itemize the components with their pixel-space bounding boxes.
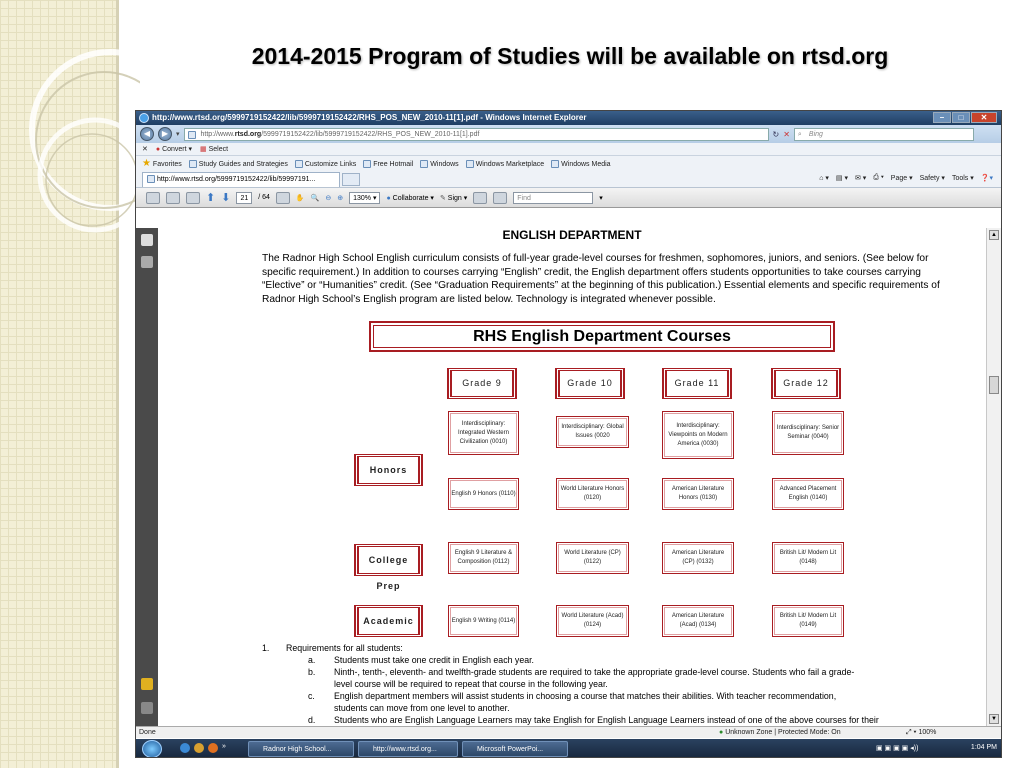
pdf-sidebar xyxy=(136,228,158,726)
grade-12-header: Grade 12 xyxy=(771,368,841,399)
help-icon[interactable]: ❓▾ xyxy=(980,175,993,182)
req-line: Students who are English Language Learners may take English for English Language Learners instead of one of the above courses for their xyxy=(334,715,879,725)
search-placeholder: Bing xyxy=(808,130,823,138)
scroll-thumb[interactable] xyxy=(989,376,999,394)
sign-button[interactable]: ✎ Sign ▾ xyxy=(439,194,468,202)
command-bar xyxy=(136,143,1001,156)
grade-9-header: Grade 9 xyxy=(447,368,517,399)
course-college-prep: English 9 Literature & Composition (0112) xyxy=(448,542,519,574)
level-college-prep: College Prep xyxy=(354,544,423,576)
taskbar-item[interactable]: Microsoft PowerPoi... xyxy=(462,741,568,757)
minimize-button[interactable]: – xyxy=(933,112,951,123)
address-path: /5999719152422/lib/5999719152422/RHS_POS_NEW_2010-11[1].pdf xyxy=(261,130,480,138)
select-tool-icon[interactable] xyxy=(276,192,290,204)
pages-icon[interactable] xyxy=(141,234,153,246)
status-zoom-level: 100% xyxy=(918,729,937,736)
level-honors: Honors xyxy=(354,454,423,486)
req-line: English department members will assist students in choosing a course that matches their abilities. With teacher recommendation, xyxy=(334,691,837,701)
course-honors: American Literature Honors (0130) xyxy=(662,478,734,510)
fav-link-1[interactable]: Customize Links xyxy=(295,160,356,168)
safety-menu[interactable]: Safety ▾ xyxy=(919,175,945,182)
refresh-icon[interactable]: ↻ xyxy=(772,129,780,139)
find-dropdown-icon[interactable]: ▾ xyxy=(599,194,603,202)
search-icon: ⌕ xyxy=(797,130,802,138)
scroll-up-button[interactable]: ▲ xyxy=(989,230,999,240)
favorites-bar xyxy=(136,156,1001,171)
email-icon[interactable] xyxy=(186,192,200,204)
quicklaunch-more-icon[interactable]: » xyxy=(222,743,226,750)
course-honors: World Literature Honors (0120) xyxy=(556,478,629,510)
fav-link-0[interactable]: Study Guides and Strategies xyxy=(189,160,288,168)
fav-link-3[interactable]: Windows xyxy=(420,160,458,168)
close-toolbar-icon[interactable]: ✕ xyxy=(142,146,148,153)
course-academic: British Lit/ Modern Lit (0149) xyxy=(772,605,844,637)
save-icon[interactable] xyxy=(166,192,180,204)
address-bar-row xyxy=(136,125,1001,143)
fit-page-icon[interactable] xyxy=(473,192,487,204)
convert-button[interactable]: ● Convert ▾ xyxy=(155,146,193,153)
page-total: / 64 xyxy=(258,194,270,201)
course-honors: Advanced Placement English (0140) xyxy=(772,478,844,510)
course-college-prep: American Literature (CP) (0132) xyxy=(662,542,734,574)
taskbar-item[interactable]: Radnor High School... xyxy=(248,741,354,757)
start-button[interactable] xyxy=(142,740,162,758)
course-academic: World Literature (Acad) (0124) xyxy=(556,605,629,637)
print-doc-icon[interactable] xyxy=(146,192,160,204)
zoom-out-icon[interactable]: ⊖ xyxy=(325,194,332,202)
req-line: Students must take one credit in English each year. xyxy=(334,655,535,665)
hand-tool-icon[interactable]: ✋ xyxy=(295,194,305,202)
course-college-prep: World Literature (CP) (0122) xyxy=(556,542,629,574)
status-bar xyxy=(136,726,1002,738)
req-line: Ninth-, tenth-, eleventh- and twelfth-grade students are required to take the appropriate grade-level course. Students who fail a grade- xyxy=(334,667,855,677)
course-interdisciplinary: Interdisciplinary: Integrated Western Civilization (0010) xyxy=(448,411,519,455)
req-number: 1. xyxy=(262,643,270,653)
fav-link-2[interactable]: Free Hotmail xyxy=(363,160,413,168)
comments-icon[interactable] xyxy=(141,678,153,690)
course-academic: English 9 Writing (0114) xyxy=(448,605,519,637)
ie-quicklaunch-icon[interactable] xyxy=(180,743,190,753)
stop-icon[interactable]: ✕ xyxy=(783,129,790,139)
zoom-select[interactable]: 130% ▾ xyxy=(349,192,380,204)
window-title: http://www.rtsd.org/5999719152422/lib/5999719152422/RHS_POS_NEW_2010-11[1].pdf - Windows Internet Explorer xyxy=(152,113,587,122)
paperclip-icon[interactable] xyxy=(141,702,153,714)
globe-icon: ● xyxy=(719,729,724,736)
status-zoom-control[interactable]: ⤢ ▾ 100% xyxy=(906,729,937,736)
taskbar-item[interactable]: http://www.rtsd.org... xyxy=(358,741,458,757)
course-interdisciplinary: Interdisciplinary: Senior Seminar (0040) xyxy=(772,411,844,455)
course-honors: English 9 Honors (0110) xyxy=(448,478,519,510)
slide-title: 2014-2015 Program of Studies will be available on rtsd.org xyxy=(251,43,889,69)
zoom-in-icon[interactable]: ⊕ xyxy=(337,194,344,202)
page-icon xyxy=(188,131,196,139)
explorer-quicklaunch-icon[interactable] xyxy=(194,743,204,753)
forward-button[interactable]: ▶ xyxy=(158,127,172,141)
courses-title: RHS English Department Courses xyxy=(369,321,835,352)
ie-icon xyxy=(139,113,149,123)
find-input[interactable]: Find xyxy=(513,192,593,204)
select-button[interactable]: ▦ Select xyxy=(200,146,229,153)
browser-tab[interactable]: http://www.rtsd.org/5999719152422/lib/59997191... xyxy=(142,172,340,187)
grade-11-header: Grade 11 xyxy=(662,368,732,399)
req-marker: b. xyxy=(308,667,316,677)
security-zone: ● Unknown Zone | Protected Mode: On xyxy=(719,729,841,736)
media-quicklaunch-icon[interactable] xyxy=(208,743,218,753)
req-marker: c. xyxy=(308,691,315,701)
next-page-icon[interactable]: ⬇ xyxy=(221,192,231,204)
favorites-button[interactable]: ★ Favorites xyxy=(142,158,182,169)
prev-page-icon[interactable]: ⬆ xyxy=(206,192,216,204)
address-input[interactable] xyxy=(184,128,769,141)
tools-menu[interactable]: Tools ▾ xyxy=(951,175,974,182)
window-titlebar xyxy=(136,111,1001,125)
fav-link-5[interactable]: Windows Media xyxy=(551,160,610,168)
close-button[interactable]: ✕ xyxy=(971,112,997,123)
address-prefix: http://www. xyxy=(200,130,235,138)
collaborate-button[interactable]: ● Collaborate ▾ xyxy=(386,194,434,202)
clock: 1:04 PM xyxy=(970,744,997,751)
back-button[interactable]: ◀ xyxy=(140,127,154,141)
course-interdisciplinary: Interdisciplinary: Global Issues (0020 xyxy=(556,416,629,448)
zoom-tool-icon[interactable]: 🔍 xyxy=(310,194,320,202)
fav-link-4[interactable]: Windows Marketplace xyxy=(466,160,544,168)
mail-icon[interactable]: ✉ ▾ xyxy=(854,175,867,182)
print-icon[interactable]: ⎙ ▾ xyxy=(873,174,884,181)
req-marker: a. xyxy=(308,655,316,665)
pdf-toolbar xyxy=(136,188,1001,208)
scroll-down-button[interactable]: ▼ xyxy=(989,714,999,724)
tab-row xyxy=(136,171,1001,188)
nav-dropdown-icon[interactable]: ▾ xyxy=(176,131,180,138)
home-icon[interactable]: ⌂ ▾ xyxy=(819,175,829,182)
grade-10-header: Grade 10 xyxy=(555,368,625,399)
page-number-input[interactable]: 21 xyxy=(236,192,252,204)
taskbar xyxy=(136,739,1002,758)
status-text: Done xyxy=(139,729,156,736)
req-heading: Requirements for all students: xyxy=(286,643,403,653)
maximize-button[interactable]: □ xyxy=(952,112,970,123)
vertical-scrollbar[interactable] xyxy=(986,228,1001,726)
search-input[interactable] xyxy=(794,128,974,141)
attachments-icon[interactable] xyxy=(141,256,153,268)
page-menu[interactable]: Page ▾ xyxy=(890,175,913,182)
level-academic: Academic xyxy=(354,605,423,637)
course-academic: American Literature (Acad) (0134) xyxy=(662,605,734,637)
req-line: students can move from one level to another. xyxy=(334,703,510,713)
course-interdisciplinary: Interdisciplinary: Viewpoints on Modern America (0030) xyxy=(662,411,734,459)
decorative-circles xyxy=(0,0,140,260)
req-marker: d. xyxy=(308,715,316,725)
tray-icons[interactable]: ▣ ▣ ▣ ▣ ◂)) xyxy=(876,745,919,752)
new-tab-button[interactable] xyxy=(342,173,360,186)
feeds-icon[interactable]: ▤ ▾ xyxy=(835,175,848,182)
req-line: level course will be required to repeat that course in the following year. xyxy=(334,679,608,689)
intro-paragraph: The Radnor High School English curriculum consists of full-year grade-level courses for freshmen, sophomores, juniors, and seniors. (See below for specific requirement.) In addition to courses carrying “English” credit, the English department offers students opportunities to take courses carrying “Elective” or “Humanities” credit. (See “Graduation Requirements” at the beginning of this publication.) Essential elements and specific requirements of Radnor High School’s English program are listed below. Technology is integrated whenever possible. xyxy=(262,253,940,305)
fit-width-icon[interactable] xyxy=(493,192,507,204)
course-college-prep: British Lit/ Modern Lit (0148) xyxy=(772,542,844,574)
address-domain: rtsd.org xyxy=(234,130,262,138)
star-icon: ★ xyxy=(142,158,151,169)
department-heading: ENGLISH DEPARTMENT xyxy=(502,228,642,242)
pdf-document xyxy=(158,228,986,726)
browser-window xyxy=(135,110,1002,758)
